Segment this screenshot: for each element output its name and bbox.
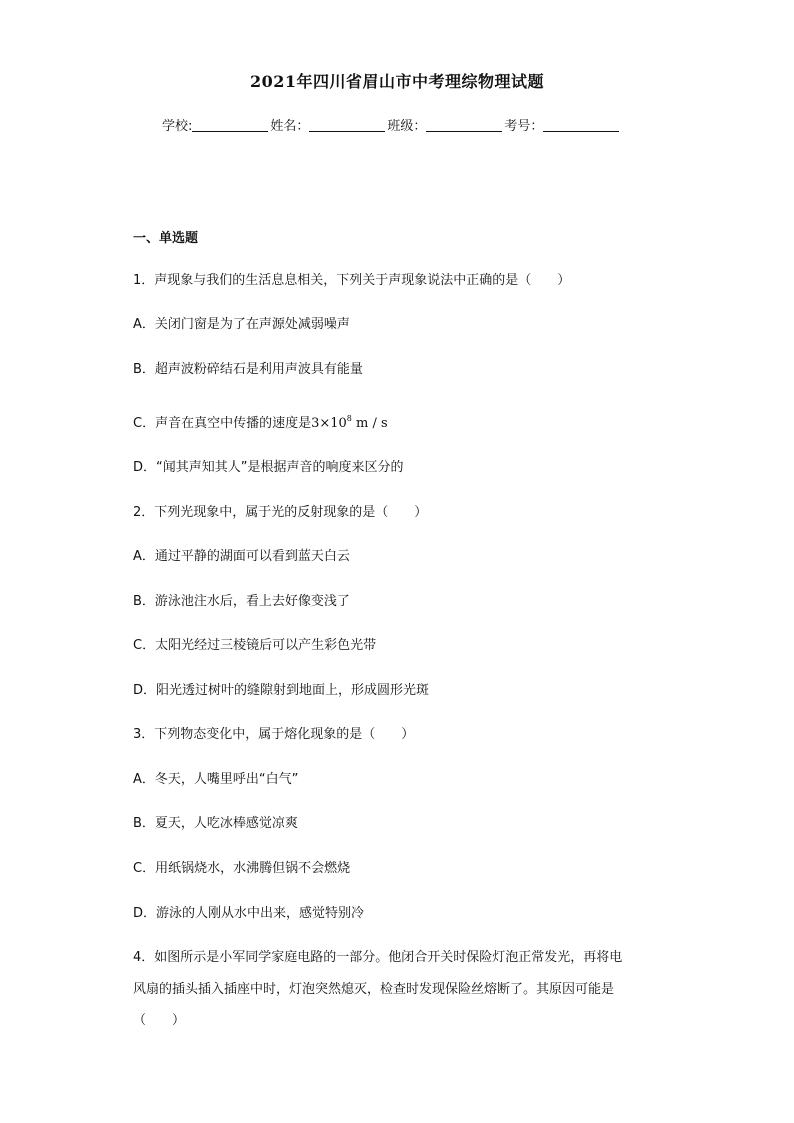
question-3-stem: 3．下列物态变化中，属于熔化现象的是（ ） (133, 727, 415, 742)
name-field (270, 117, 387, 137)
name-label: 姓名： (270, 119, 310, 134)
class-blank (426, 117, 502, 132)
section-heading: 一、单选题 (133, 231, 199, 246)
question-2-stem: 2．下列光现象中，属于光的反射现象的是（ ） (133, 505, 428, 520)
question-1-option-b: B．超声波粉碎结石是利用声波具有能量 (133, 362, 363, 377)
question-1-option-a: A．关闭门窗是为了在声源处减弱噪声 (133, 317, 350, 332)
question-3-option-b: B．夏天，人吃冰棒感觉凉爽 (133, 816, 298, 831)
class-field (387, 117, 504, 137)
question-3-option-a: A．冬天，人嘴里呼出“白气” (133, 772, 299, 787)
student-info-row (162, 117, 621, 137)
question-1-option-d: D．“闻其声知其人”是根据声音的响度来区分的 (133, 460, 404, 475)
question-3-option-c: C．用纸锅烧水，水沸腾但锅不会燃烧 (133, 861, 351, 876)
question-1-option-c-text: C．声音在真空中传播的速度是 (133, 416, 312, 431)
number-label: 考号： (504, 119, 544, 134)
school-blank (192, 117, 268, 132)
question-4-stem-line-1: 4．如图所示是小军同学家庭电路的一部分。他闭合开关时保险灯泡正常发光，再将电 (133, 950, 623, 965)
number-blank (543, 117, 619, 132)
question-2-option-c: C．太阳光经过三棱镜后可以产生彩色光带 (133, 638, 377, 653)
page-title: 2021年四川省眉山市中考理综物理试题 (249, 72, 545, 91)
school-label: 学校: (162, 119, 193, 134)
class-label: 班级： (387, 119, 427, 134)
question-4-stem-line-3: （ ） (133, 1013, 186, 1028)
question-2-option-b: B．游泳池注水后，看上去好像变浅了 (133, 594, 350, 609)
question-1-option-c (133, 409, 388, 434)
question-1-stem: 1．声现象与我们的生活息息相关，下列关于声现象说法中正确的是（ ） (133, 273, 571, 288)
number-field (504, 117, 621, 137)
question-3-option-d: D．游泳的人刚从水中出来，感觉特别冷 (133, 906, 365, 921)
name-blank (309, 117, 385, 132)
speed-formula (311, 416, 388, 431)
formula-base: 3×10 (311, 416, 347, 431)
school-field (162, 117, 270, 137)
question-2-option-d: D．阳光透过树叶的缝隙射到地面上，形成圆形光斑 (133, 683, 430, 698)
formula-exponent: 8 (346, 414, 352, 423)
question-4-stem-line-2: 风扇的插头插入插座中时，灯泡突然熄灭，检查时发现保险丝熔断了。其原因可能是 (133, 982, 615, 997)
formula-unit: m / s (356, 416, 388, 431)
question-2-option-a: A．通过平静的湖面可以看到蓝天白云 (133, 549, 350, 564)
